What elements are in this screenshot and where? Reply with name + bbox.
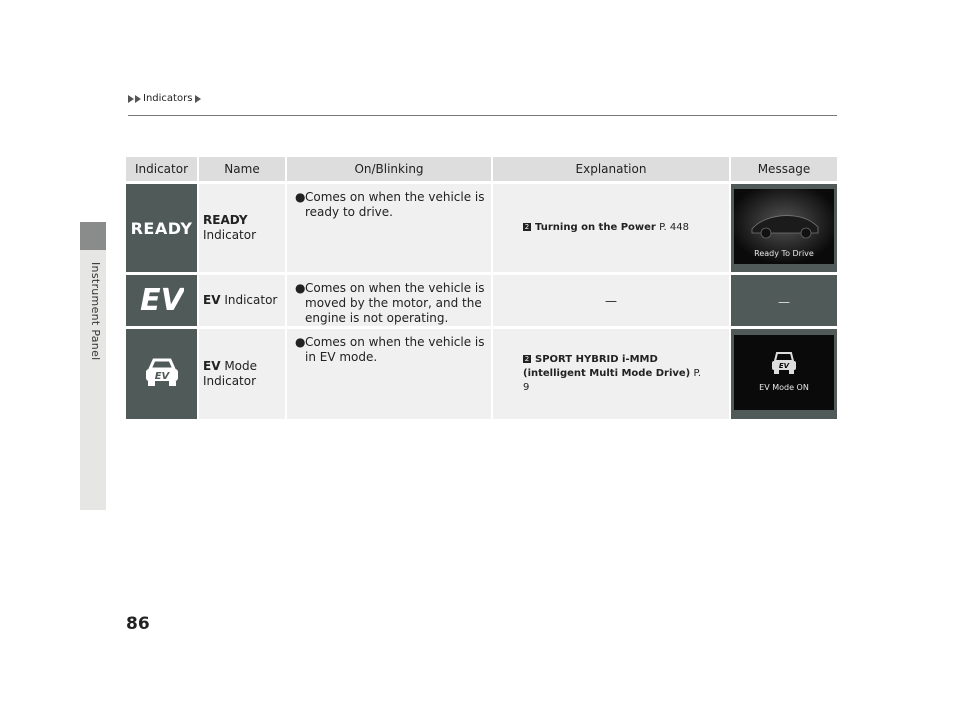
indicator-table [126, 157, 837, 419]
indicator-cell [126, 181, 199, 272]
reference-title: SPORT HYBRID i-MMD (intelligent Multi Mode Drive) [523, 354, 691, 379]
explanation-dash: — [605, 293, 617, 308]
breadcrumb [128, 93, 202, 104]
breadcrumb-arrow-icon [128, 95, 134, 103]
table-row [126, 181, 837, 272]
on-blinking-text: Comes on when the vehicle is moved by the motor, and the engine is not operating. [305, 281, 485, 325]
reference-page: P. 448 [659, 222, 689, 233]
column-header-on-blinking: On/Blinking [287, 157, 493, 181]
cross-reference-link[interactable] [523, 221, 717, 235]
message-display-image [734, 335, 834, 410]
on-blinking-cell [287, 272, 493, 326]
ready-indicator-icon: READY [130, 218, 193, 238]
breadcrumb-arrow-icon [135, 95, 141, 103]
name-cell [199, 181, 287, 272]
bullet-icon: ● [295, 190, 306, 204]
reference-page: P. 9 [523, 368, 702, 393]
indicator-name-rest: Indicator [203, 228, 257, 242]
svg-text:EV: EV [154, 371, 169, 382]
indicator-name-rest: Mode Indicator [203, 359, 258, 388]
message-cell [731, 326, 837, 419]
table-row [126, 272, 837, 326]
on-blinking-cell [287, 181, 493, 272]
reference-title: Turning on the Power [535, 222, 656, 233]
indicator-name-bold: READY [203, 213, 248, 227]
explanation-cell [493, 272, 731, 326]
column-header-explanation: Explanation [493, 157, 731, 181]
svg-text:EV: EV [139, 282, 184, 315]
bullet-icon: ● [295, 281, 306, 295]
breadcrumb-item[interactable]: Indicators [143, 93, 193, 104]
name-cell [199, 326, 287, 419]
name-cell [199, 272, 287, 326]
chapter-side-label: Instrument Panel [89, 262, 102, 361]
on-blinking-text: Comes on when the vehicle is in EV mode. [305, 335, 485, 364]
ev-mode-car-icon [734, 335, 834, 410]
indicator-name-bold: EV [203, 359, 221, 373]
table-row [126, 326, 837, 419]
on-blinking-text: Comes on when the vehicle is ready to drive. [305, 190, 485, 219]
message-cell [731, 181, 837, 272]
cross-reference-link[interactable] [523, 353, 717, 395]
ev-mode-car-icon [142, 355, 182, 389]
table-header-row [126, 157, 837, 181]
breadcrumb-arrow-icon [195, 95, 201, 103]
indicator-cell [126, 272, 199, 326]
cross-reference-arrow-icon: 2 [524, 355, 530, 363]
bullet-icon: ● [295, 335, 306, 349]
column-header-name: Name [199, 157, 287, 181]
page-number: 86 [126, 614, 150, 634]
message-caption: EV Mode ON [759, 382, 809, 392]
cross-reference-arrow-icon: 2 [524, 223, 530, 231]
message-caption: Ready To Drive [754, 248, 814, 258]
column-header-message: Message [731, 157, 837, 181]
ev-indicator-icon [140, 283, 184, 315]
indicator-name-rest: Indicator [224, 293, 278, 307]
indicator-name-bold: EV [203, 293, 221, 307]
chapter-tab-marker [80, 222, 106, 250]
indicator-cell [126, 326, 199, 419]
message-display-image [734, 189, 834, 264]
svg-text:EV: EV [778, 361, 790, 370]
header-rule [128, 115, 837, 116]
column-header-indicator: Indicator [126, 157, 199, 181]
message-dash: — [778, 295, 790, 309]
explanation-cell [493, 326, 731, 419]
on-blinking-cell [287, 326, 493, 419]
explanation-cell [493, 181, 731, 272]
message-cell [731, 272, 837, 326]
